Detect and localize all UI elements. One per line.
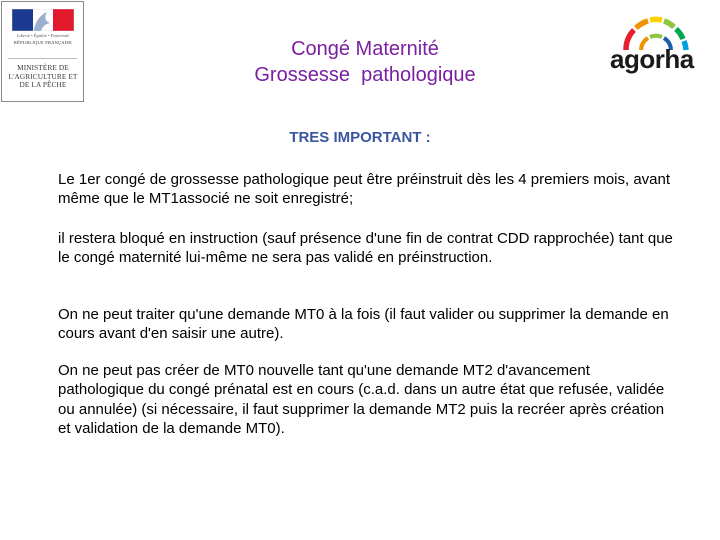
paragraph-3: On ne peut traiter qu'une demande MT0 à la fois (il faut valider ou supprimer la demande en cours avant d'en saisir une autre). [58, 306, 669, 343]
ministry-motto: Liberté • Égalité • Fraternité [16, 33, 70, 38]
paragraph-1: Le 1er congé de grossesse pathologique peut être préinstruit dès les 4 premiers mois, avant même que le MT1associé ne soit enregistré; [58, 171, 671, 208]
ministry-republic: RÉPUBLIQUE FRANÇAISE [13, 40, 73, 45]
agorha-logo [606, 8, 700, 78]
title-line-1: Congé Maternité [291, 38, 439, 60]
paragraph-2: il restera bloqué en instruction (sauf présence d'une fin de contrat CDD rapprochée) tant que le congé maternité lui-même ne sera pas validé en préinstruction. [58, 230, 673, 267]
ministry-logo [1, 1, 84, 102]
agorha-wordmark: agorha [610, 44, 694, 74]
marianne-flag-icon [12, 9, 74, 31]
title-line-2: Grossesse pathologique [254, 64, 476, 86]
ministry-name: MINISTÈRE DE L'AGRICULTURE ET DE LA PÊCHE [8, 63, 78, 90]
important-heading: TRES IMPORTANT : [289, 129, 431, 146]
page-title [200, 36, 530, 88]
ministry-divider [8, 58, 77, 59]
paragraph-4: On ne peut pas créer de MT0 nouvelle tant qu'une demande MT2 d'avancement pathologique du congé prénatal est en cours (c.a.d. dans un autre état que refusée, validée ou annulée) (si nécessaire, il faut supprimer la demande MT2 puis la recréer après création et validation de la demande MT0). [58, 362, 665, 438]
